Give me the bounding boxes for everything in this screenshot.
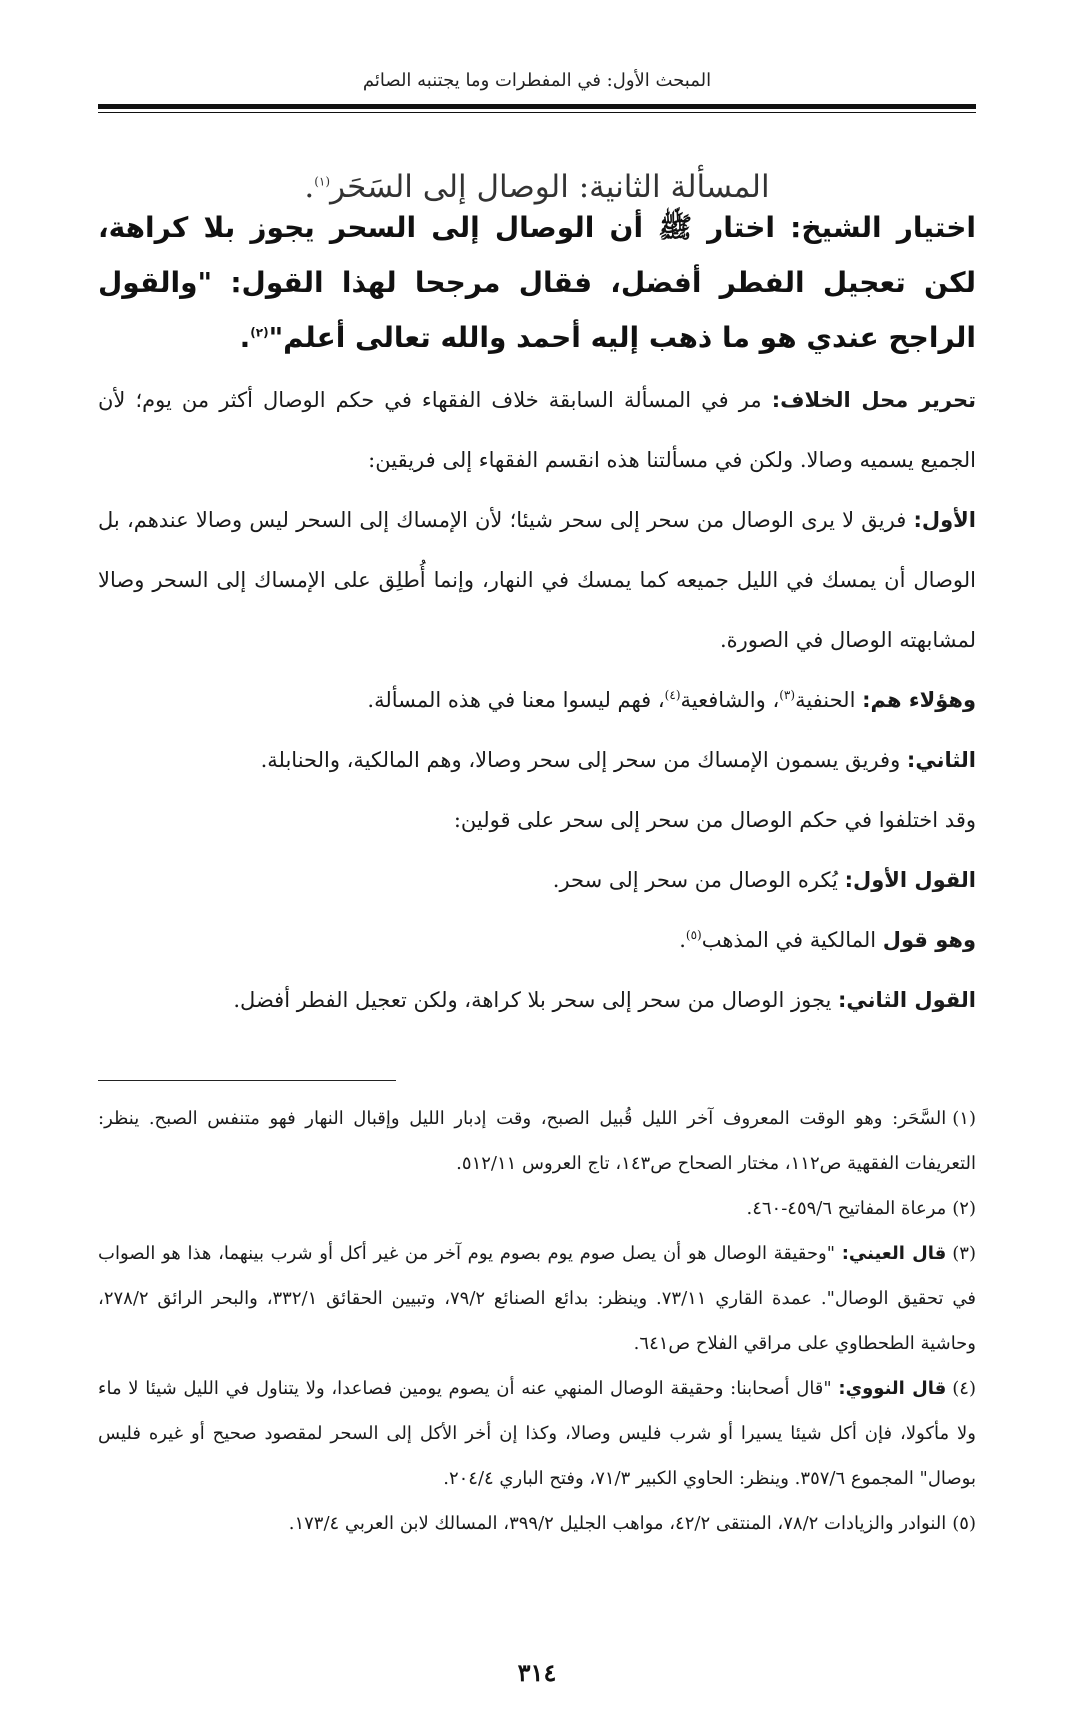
intro-text: اختيار الشيخ: اختار ﷺ أن الوصال إلى السحر يجوز بلا كراهة، لكن تعجيل الفطر أفضل، فقال مرجحا لهذا القول: "والقول الراجح عندي هو ما ذهب إليه أحمد والله تعالى أعلم" <box>98 211 976 354</box>
second-group-paragraph <box>98 730 976 790</box>
groups-label: وهؤلاء هم: <box>862 688 976 712</box>
footnote-label: قال العيني: <box>841 1243 947 1264</box>
header-divider <box>98 104 976 113</box>
maliki-label: وهو قول <box>882 928 976 952</box>
footnote-number: (٤) <box>952 1378 976 1399</box>
footnote-number: (٢) <box>952 1198 976 1219</box>
footnote-text: النوادر والزيادات ٧٨/٢، المنتقى ٤٢/٢، مواهب الجليل ٣٩٩/٢، المسالك لابن العربي ١٧٣/٤. <box>288 1513 947 1534</box>
footnotes <box>98 1096 976 1546</box>
first-group-paragraph <box>98 490 976 670</box>
sheikh-choice-paragraph: اختيار الشيخ: اختار ﷺ أن الوصال إلى السحر يجوز بلا كراهة، لكن تعجيل الفطر أفضل، فقال مرجحا لهذا القول: "والقول الراجح عندي هو ما ذهب إليه أحمد والله تعالى أعلم"$^{(٢)}$. <box>98 211 976 354</box>
dispute-paragraph <box>98 370 976 490</box>
first-group-label: الأول: <box>913 508 977 532</box>
footnote-number: (٣) <box>952 1243 976 1264</box>
footnote-2 <box>98 1186 976 1231</box>
running-header: المبحث الأول: في المفطرات وما يجتنبه الصائم <box>362 70 712 91</box>
footnote-text: مرعاة المفاتيح ٤٥٩/٦-٤٦٠. <box>746 1198 947 1219</box>
groups-paragraph <box>98 670 976 730</box>
page-number: ٣١٤ <box>517 1658 557 1687</box>
footnote-ref-3: (٣) <box>779 688 796 702</box>
footnote-ref-4: (٤) <box>664 688 681 702</box>
book-page <box>98 0 976 1726</box>
two-opinions-paragraph: وقد اختلفوا في حكم الوصال من سحر إلى سحر على قولين: <box>453 808 976 832</box>
hanafi-text: الحنفية <box>795 688 856 712</box>
footnote-text: السَّحَر: وهو الوقت المعروف آخر الليل قُبيل الصبح، وقت إدبار الليل وإقبال النهار فهو متنفس الصبح. ينظر: التعريفات الفقهية ص١١٢، مختار الصحاح ص١٤٣، تاج العروس ٥١٢/١١. <box>98 1108 976 1174</box>
maliki-text: المالكية في المذهب <box>701 928 877 952</box>
first-group-text: فريق لا يرى الوصال من سحر إلى سحر شيئا؛ لأن الإمساك إلى السحر ليس وصالا عندهم، بل الوصال أن يمسك في الليل جميعه كما يمسك في النهار، وإنما أُطلِق على الإمساك إلى السحر وصالا لمشابهته الوصال في الصورة. <box>98 508 976 652</box>
shafii-text: ، والشافعية <box>680 688 780 712</box>
first-opinion-label: القول الأول: <box>844 868 976 892</box>
footnote-text: "وحقيقة الوصال هو أن يصل صوم يوم بصوم يوم آخر من غير أكل أو شرب بينهما، هذا هو الصواب في تحقيق الوصال". عمدة القاري ٧٣/١١. وينظر: بدائع الصنائع ٧٩/٢، وتبيين الحقائق ٣٣٢/١، والبحر الرائق ٢٧٨/٢، وحاشية الطحطاوي على مراقي الفلاح ص٦٤١. <box>98 1243 976 1354</box>
footnote-ref-5: (٥) <box>685 928 702 942</box>
first-opinion-paragraph <box>98 850 976 910</box>
second-opinion-text: يجوز الوصال من سحر إلى سحر بلا كراهة، ولكن تعجيل الفطر أفضل. <box>233 988 832 1012</box>
second-group-text: وفريق يسمون الإمساك من سحر إلى سحر وصالا، وهم المالكية، والحنابلة. <box>260 748 901 772</box>
second-opinion-label: القول الثاني: <box>838 988 976 1012</box>
maliki-paragraph: وهو قول المالكية في المذهب$^{(٥)}$. <box>679 928 976 952</box>
groups-tail-text: ، فهم ليسوا معنا في هذه المسألة. <box>367 688 665 712</box>
footnote-ref-2: (٢) <box>250 325 269 340</box>
footnote-label: قال النووي: <box>838 1378 947 1399</box>
first-opinion-text: يُكره الوصال من سحر إلى سحر. <box>552 868 838 892</box>
section-title: المسألة الثانية: الوصال إلى السَحَر$^{(١)}$. <box>304 168 770 205</box>
footnote-4 <box>98 1366 976 1501</box>
main-body <box>98 370 976 1030</box>
footnote-ref-1: (١) <box>314 174 331 189</box>
footnote-divider <box>98 1080 396 1081</box>
dispute-label: تحرير محل الخلاف: <box>771 388 976 412</box>
footnote-5 <box>98 1501 976 1546</box>
footnote-1 <box>98 1096 976 1186</box>
second-opinion-paragraph <box>98 970 976 1030</box>
footnote-number: (١) <box>952 1108 976 1129</box>
footnote-number: (٥) <box>952 1513 976 1534</box>
footnote-3 <box>98 1231 976 1366</box>
dispute-text: مر في المسألة السابقة خلاف الفقهاء في حكم الوصال أكثر من يوم؛ لأن الجميع يسميه وصالا. ولكن في مسألتنا هذه انقسم الفقهاء إلى فريقين: <box>98 388 976 472</box>
second-group-label: الثاني: <box>906 748 976 772</box>
footnote-text: "قال أصحابنا: وحقيقة الوصال المنهي عنه أن يصوم يومين فصاعدا، ولا يتناول في الليل شيئا لا ماء ولا مأكولا، فإن أكل شيئا يسيرا أو شرب فليس وصالا، وكذا إن أخر الأكل إلى السحر لمقصود صحيح أو غيره فليس بوصال" المجموع ٣٥٧/٦. وينظر: الحاوي الكبير ٧١/٣، وفتح الباري ٢٠٤/٤. <box>98 1378 976 1489</box>
section-title-text: المسألة الثانية: الوصال إلى السَحَر <box>330 168 770 205</box>
